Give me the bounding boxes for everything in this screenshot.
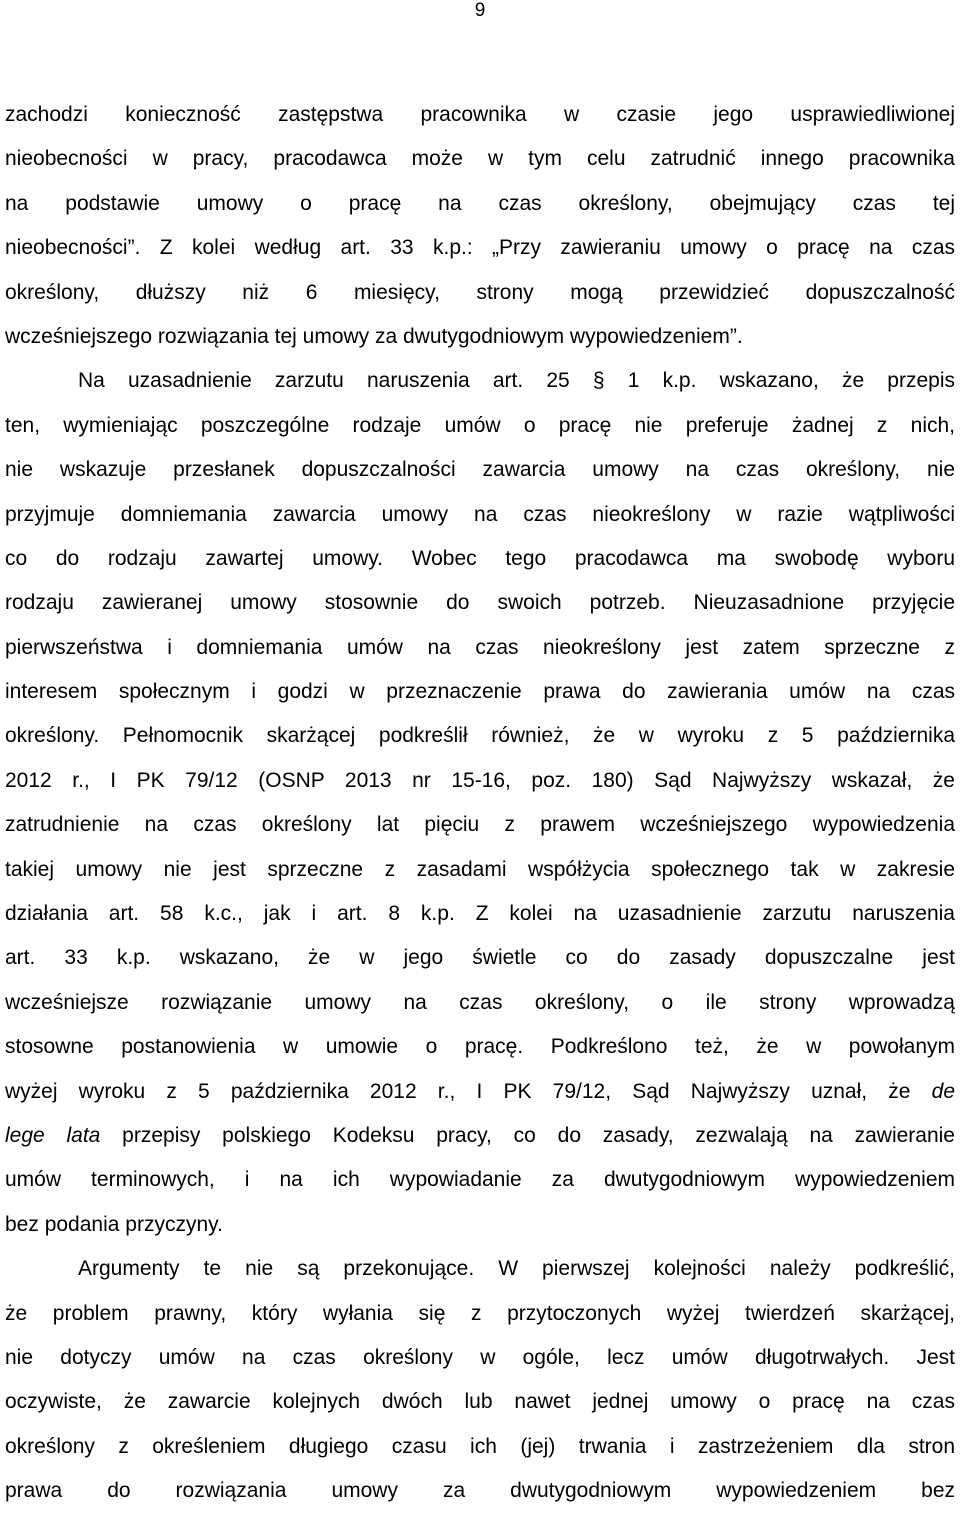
text-segment: przepisy polskiego Kodeksu pracy, co do zasady, zezwalają na zawieranie: [100, 1123, 955, 1147]
text-line: takiej umowy nie jest sprzeczne z zasadami współżycia społecznego tak w zakresie: [5, 857, 955, 881]
text-segment: wyżej wyroku z 5 października 2012 r., I PK 79/12, Sąd Najwyższy uznał, że: [5, 1079, 932, 1103]
text-line: że problem prawny, który wyłania się z przytoczonych wyżej twierdzeń skarżącej,: [5, 1301, 955, 1325]
text-line-with-italic: [5, 1114, 955, 1158]
text-line: zatrudnienie na czas określony lat pięciu z prawem wcześniejszego wypowiedzenia: [5, 813, 955, 837]
text-line: wcześniejsze rozwiązanie umowy na czas określony, o ile strony wprowadzą: [5, 990, 955, 1014]
text-line: określony. Pełnomocnik skarżącej podkreślił również, że w wyroku z 5 października: [5, 724, 955, 748]
text-line: przyjmuje domniemania zawarcia umowy na czas nieokreślony w razie wątpliwości: [5, 502, 955, 526]
text-line: ten, wymieniając poszczególne rodzaje umów o pracę nie preferuje żadnej z nich,: [5, 413, 955, 437]
text-line: interesem społecznym i godzi w przeznaczenie prawa do zawierania umów na czas: [5, 680, 955, 704]
text-line: bez podania przyczyny.: [5, 1212, 223, 1236]
text-line: na podstawie umowy o pracę na czas określony, obejmujący czas tej: [5, 191, 955, 215]
text-line: stosowne postanowienia w umowie o pracę. Podkreślono też, że w powołanym: [5, 1035, 955, 1059]
text-line: pierwszeństwa i domniemania umów na czas nieokreślony jest zatem sprzeczne z: [5, 635, 955, 659]
text-line: oczywiste, że zawarcie kolejnych dwóch lub nawet jednej umowy o pracę na czas: [5, 1390, 955, 1414]
text-line: nieobecności”. Z kolei według art. 33 k.p.: „Przy zawieraniu umowy o pracę na czas: [5, 236, 955, 260]
text-line: 2012 r., I PK 79/12 (OSNP 2013 nr 15-16, poz. 180) Sąd Najwyższy wskazał, że: [5, 768, 955, 792]
text-line: wcześniejszego rozwiązania tej umowy za dwutygodniowym wypowiedzeniem”.: [5, 324, 743, 348]
document-body: [5, 93, 955, 1514]
text-line: nie wskazuje przesłanek dopuszczalności zawarcia umowy na czas określony, nie: [5, 458, 955, 482]
text-line: co do rodzaju zawartej umowy. Wobec tego pracodawca ma swobodę wyboru: [5, 546, 955, 570]
text-line: określony z określeniem długiego czasu ich (jej) trwania i zastrzeżeniem dla stron: [5, 1434, 955, 1458]
text-line: działania art. 58 k.c., jak i art. 8 k.p. Z kolei na uzasadnienie zarzutu naruszenia: [5, 902, 955, 926]
text-line: rodzaju zawieranej umowy stosownie do swoich potrzeb. Nieuzasadnione przyjęcie: [5, 591, 955, 615]
text-line: nie dotyczy umów na czas określony w ogóle, lecz umów długotrwałych. Jest: [5, 1345, 955, 1369]
text-line: określony, dłuższy niż 6 miesięcy, strony mogą przewidzieć dopuszczalność: [5, 280, 955, 304]
text-line: art. 33 k.p. wskazano, że w jego świetle co do zasady dopuszczalne jest: [5, 946, 955, 970]
text-line: zachodzi konieczność zastępstwa pracownika w czasie jego usprawiedliwionej: [5, 103, 955, 126]
paragraph-start-line: Argumenty te nie są przekonujące. W pierwszej kolejności należy podkreślić,: [78, 1257, 955, 1281]
italic-term: de: [931, 1079, 955, 1103]
paragraph-start-line: Na uzasadnienie zarzutu naruszenia art. 25 § 1 k.p. wskazano, że przepis: [78, 369, 955, 393]
text-line-with-italic: [5, 1070, 955, 1114]
text-line: prawa do rozwiązania umowy za dwutygodniowym wypowiedzeniem bez: [5, 1479, 955, 1503]
page-number: 9: [474, 0, 486, 21]
text-line: nieobecności w pracy, pracodawca może w tym celu zatrudnić innego pracownika: [5, 147, 955, 171]
text-line: umów terminowych, i na ich wypowiadanie za dwutygodniowym wypowiedzeniem: [5, 1168, 955, 1192]
italic-term: lege lata: [5, 1123, 101, 1147]
